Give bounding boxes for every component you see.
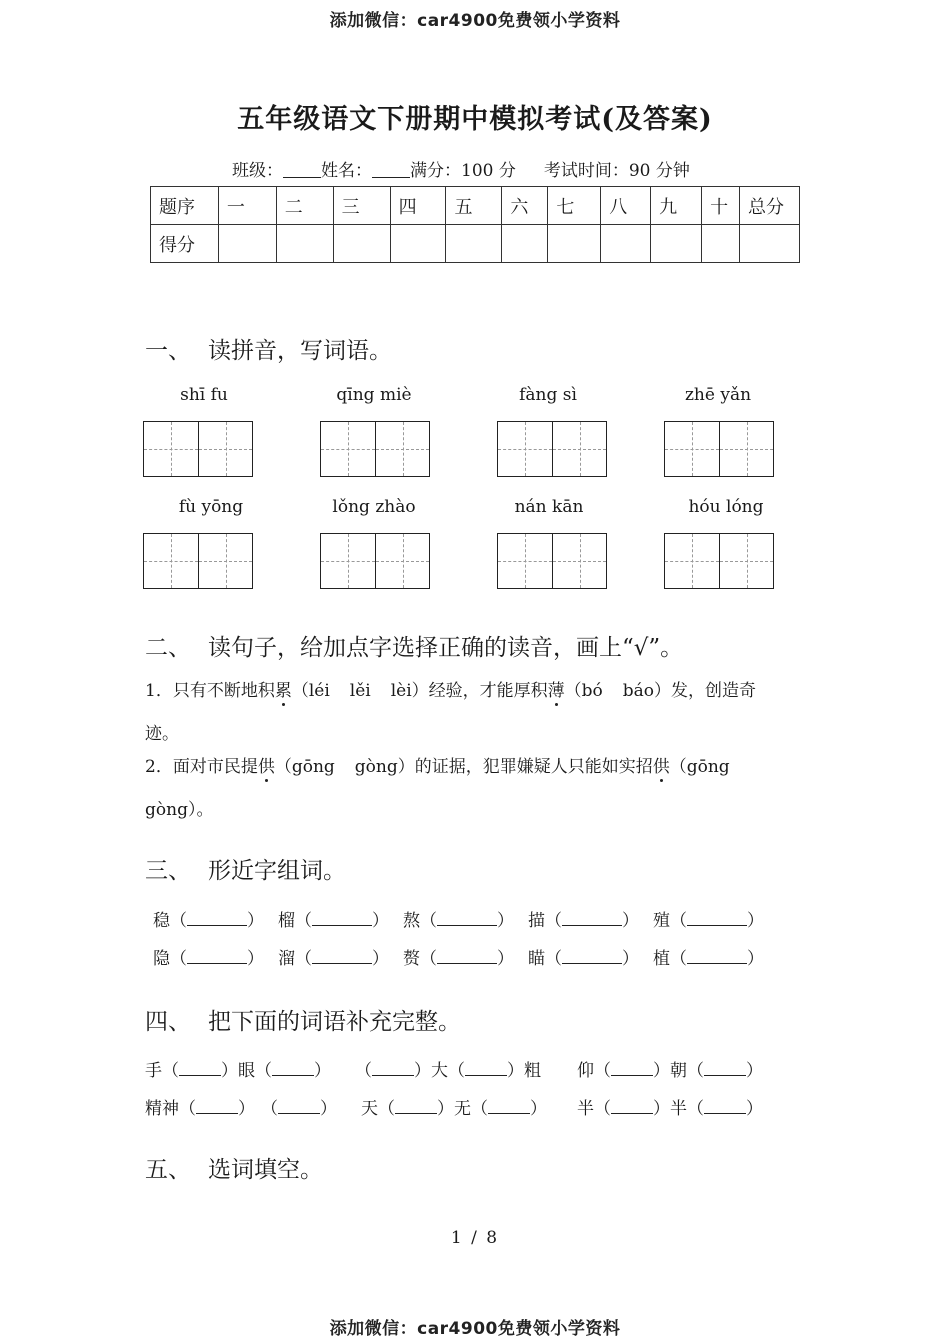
word-item: 溜（ ） bbox=[278, 949, 389, 969]
answer-blank[interactable] bbox=[465, 1062, 507, 1076]
score-cell[interactable] bbox=[548, 225, 601, 263]
score-cell[interactable] bbox=[740, 225, 800, 263]
header-cell: 总分 bbox=[740, 187, 800, 225]
section-2-title: 二、 读句子，给加点字选择正确的读音，画上“√”。 bbox=[145, 635, 684, 661]
score-row-label: 得分 bbox=[151, 225, 219, 263]
section-5-title: 五、 选词填空。 bbox=[145, 1157, 323, 1183]
answer-blank[interactable] bbox=[187, 950, 247, 964]
answer-blank[interactable] bbox=[196, 1100, 238, 1114]
q4-row: 精神（ ） （ ） 天（ ）无（ ） 半（ ）半（ ） bbox=[145, 1099, 763, 1119]
exam-title: 五年级语文下册期中模拟考试(及答案) bbox=[237, 104, 713, 135]
header-cell: 九 bbox=[651, 187, 702, 225]
score-table bbox=[150, 186, 800, 263]
dotted-char: 薄 bbox=[548, 676, 565, 701]
answer-blank[interactable] bbox=[562, 950, 622, 964]
answer-blank[interactable] bbox=[704, 1062, 746, 1076]
section-3-title: 三、 形近字组词。 bbox=[145, 858, 346, 884]
watermark-bottom: 添加微信：car4900免费领小学资料 bbox=[329, 1319, 621, 1339]
answer-blank[interactable] bbox=[611, 1100, 653, 1114]
answer-blank[interactable] bbox=[437, 950, 497, 964]
answer-blank[interactable] bbox=[488, 1100, 530, 1114]
score-table-header bbox=[151, 187, 800, 225]
answer-blank[interactable] bbox=[562, 912, 622, 926]
class-label: 班级： bbox=[232, 161, 283, 181]
dotted-char: 供 bbox=[258, 752, 275, 777]
writing-grid[interactable] bbox=[143, 533, 253, 589]
word-item: 植（ ） bbox=[653, 949, 764, 969]
exam-info bbox=[232, 156, 690, 181]
answer-blank[interactable] bbox=[437, 912, 497, 926]
q2-sentence-2: 2．面对市民提供（gōng gòng）的证据，犯罪嫌疑人只能如实招供（gōng bbox=[145, 752, 730, 777]
name-blank bbox=[372, 161, 410, 178]
pinyin-label: nán kān bbox=[514, 497, 584, 517]
header-cell: 八 bbox=[601, 187, 651, 225]
writing-grid[interactable] bbox=[143, 421, 253, 477]
answer-blank[interactable] bbox=[312, 950, 372, 964]
class-blank bbox=[283, 161, 321, 178]
section-1-title: 一、 读拼音，写词语。 bbox=[145, 338, 392, 364]
word-item: 殖（ ） bbox=[653, 911, 764, 931]
full-score: 满分：100 分 bbox=[410, 161, 516, 181]
pinyin-label: hóu lóng bbox=[688, 497, 764, 517]
page-number: 1 / 8 bbox=[450, 1228, 500, 1248]
q2-sentence-1: 1．只有不断地积累（léi lěi lèi）经验，才能厚积薄（bó báo）发，创造奇 bbox=[145, 676, 756, 701]
answer-blank[interactable] bbox=[687, 950, 747, 964]
q2-sentence-1-cont: 迹。 bbox=[145, 724, 179, 744]
header-cell: 六 bbox=[502, 187, 548, 225]
answer-blank[interactable] bbox=[312, 912, 372, 926]
watermark-top: 添加微信：car4900免费领小学资料 bbox=[329, 11, 621, 31]
pinyin-label: lǒng zhào bbox=[332, 497, 416, 517]
score-cell[interactable] bbox=[276, 225, 333, 263]
pinyin-label: zhē yǎn bbox=[684, 385, 752, 405]
word-item: 熬（ ） bbox=[403, 911, 514, 931]
section-4-title: 四、 把下面的词语补充完整。 bbox=[145, 1009, 461, 1035]
score-cell[interactable] bbox=[333, 225, 390, 263]
score-table-row bbox=[151, 225, 800, 263]
answer-blank[interactable] bbox=[187, 912, 247, 926]
score-cell[interactable] bbox=[446, 225, 502, 263]
header-cell: 五 bbox=[446, 187, 502, 225]
score-cell[interactable] bbox=[651, 225, 702, 263]
score-cell[interactable] bbox=[218, 225, 276, 263]
score-cell[interactable] bbox=[601, 225, 651, 263]
header-cell: 题序 bbox=[151, 187, 219, 225]
answer-blank[interactable] bbox=[179, 1062, 221, 1076]
writing-grid[interactable] bbox=[497, 533, 607, 589]
writing-grid[interactable] bbox=[320, 533, 430, 589]
answer-blank[interactable] bbox=[272, 1062, 314, 1076]
header-cell: 三 bbox=[333, 187, 390, 225]
pinyin-label: qīng miè bbox=[336, 385, 412, 405]
header-cell: 四 bbox=[390, 187, 446, 225]
word-item: 稳（ ） bbox=[153, 911, 264, 931]
q2-sentence-2-cont: gòng）。 bbox=[145, 800, 214, 820]
answer-blank[interactable] bbox=[687, 912, 747, 926]
word-item: 榴（ ） bbox=[278, 911, 389, 931]
answer-blank[interactable] bbox=[611, 1062, 653, 1076]
exam-time: 考试时间：90 分钟 bbox=[543, 161, 690, 181]
q3-row bbox=[153, 906, 778, 931]
writing-grid[interactable] bbox=[497, 421, 607, 477]
word-item: 瞄（ ） bbox=[528, 949, 639, 969]
dotted-char: 累 bbox=[275, 676, 292, 701]
score-cell[interactable] bbox=[702, 225, 740, 263]
q4-row: 手（ ）眼（ ） （ ）大（ ）粗 仰（ ）朝（ ） bbox=[145, 1061, 763, 1081]
writing-grid[interactable] bbox=[664, 421, 774, 477]
header-cell: 一 bbox=[218, 187, 276, 225]
word-item: 赘（ ） bbox=[403, 949, 514, 969]
writing-grid[interactable] bbox=[664, 533, 774, 589]
answer-blank[interactable] bbox=[395, 1100, 437, 1114]
pinyin-label: fù yōng bbox=[178, 497, 244, 517]
pinyin-label: fàng sì bbox=[519, 385, 577, 405]
answer-blank[interactable] bbox=[372, 1062, 414, 1076]
writing-grid[interactable] bbox=[320, 421, 430, 477]
header-cell: 十 bbox=[702, 187, 740, 225]
word-item: 描（ ） bbox=[528, 911, 639, 931]
word-item: 隐（ ） bbox=[153, 949, 264, 969]
dotted-char: 供 bbox=[653, 752, 670, 777]
score-cell[interactable] bbox=[502, 225, 548, 263]
header-cell: 七 bbox=[548, 187, 601, 225]
score-cell[interactable] bbox=[390, 225, 446, 263]
header-cell: 二 bbox=[276, 187, 333, 225]
answer-blank[interactable] bbox=[704, 1100, 746, 1114]
q3-row bbox=[153, 944, 778, 969]
answer-blank[interactable] bbox=[278, 1100, 320, 1114]
pinyin-label: shī fu bbox=[180, 385, 228, 405]
name-label: 姓名： bbox=[321, 161, 372, 181]
